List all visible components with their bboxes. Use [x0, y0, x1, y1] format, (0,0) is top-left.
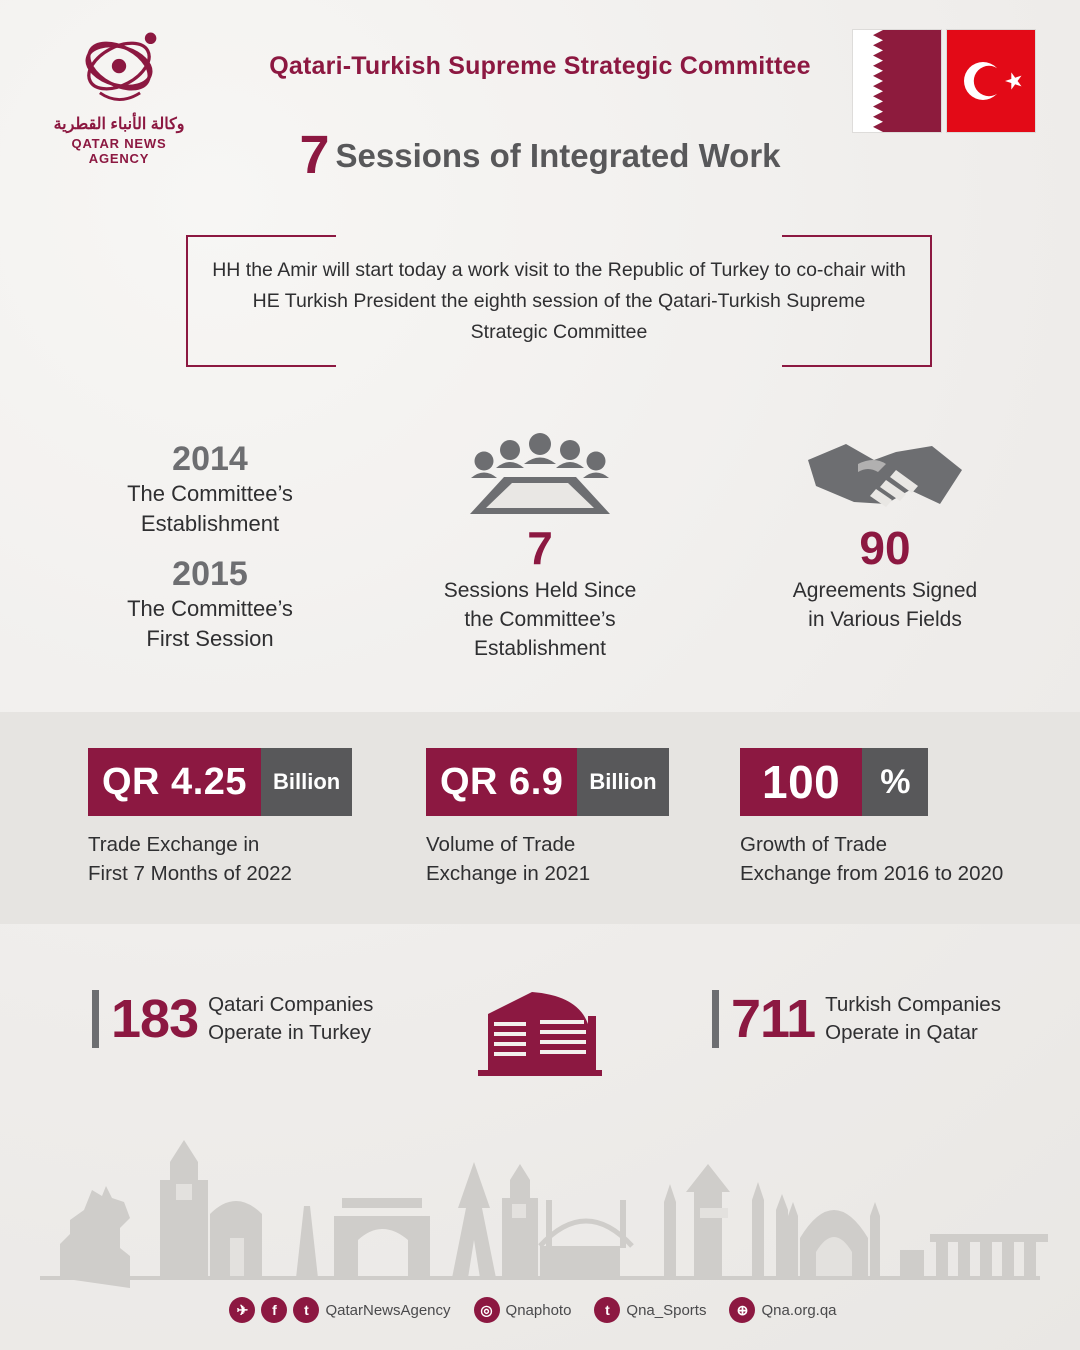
- page-title: Qatari-Turkish Supreme Strategic Committee: [269, 52, 811, 80]
- footer-item-qnaphoto[interactable]: [474, 1297, 572, 1323]
- facebook-icon[interactable]: f: [261, 1297, 287, 1323]
- trade-label-line2: Exchange in 2021: [426, 862, 591, 885]
- label-line1: Turkish Companies: [825, 993, 1001, 1016]
- agreements-label-line1: Agreements Signed: [792, 579, 978, 602]
- agreements-value: 90: [859, 522, 911, 574]
- trade-chip: [740, 748, 928, 816]
- year-label-line2: Establishment: [140, 511, 280, 536]
- meeting-table-icon: [390, 430, 690, 520]
- quote-box: [186, 235, 932, 367]
- label-line1: Qatari Companies: [208, 993, 374, 1016]
- footer-item-qna-sports[interactable]: [594, 1297, 706, 1323]
- footer-item-qatarnewsagency[interactable]: [229, 1297, 450, 1323]
- trade-chip: [88, 748, 352, 816]
- trade-unit: Billion: [261, 748, 352, 816]
- footer-label: Qnaphoto: [505, 1301, 572, 1319]
- trade-chip: [426, 748, 669, 816]
- timeline-group: [60, 440, 360, 654]
- timeline-item-2014: [60, 440, 360, 539]
- trade-amount: QR 6.9: [426, 748, 577, 816]
- label-line2: Operate in Qatar: [825, 1021, 978, 1044]
- telegram-icon[interactable]: ✈: [229, 1297, 255, 1323]
- qna-logo-mark: [71, 22, 167, 112]
- turkish-companies-stat: [712, 988, 1001, 1050]
- flags-group: [853, 30, 1035, 132]
- turkey-flag-icon: [947, 30, 1035, 132]
- subtitle-number: 7: [299, 125, 330, 185]
- companies-section: [0, 960, 1080, 1100]
- handshake-icon: [730, 430, 1040, 520]
- trade-amount: QR 4.25: [88, 748, 261, 816]
- agreements-stat: [730, 430, 1040, 634]
- globe-icon[interactable]: ⊕: [729, 1297, 755, 1323]
- twitter-icon[interactable]: t: [594, 1297, 620, 1323]
- year-label-line2: First Session: [146, 626, 274, 651]
- qna-logo-arabic: وكالة الأنباء القطرية: [53, 116, 185, 133]
- spacer: [60, 539, 360, 555]
- qatari-companies-label: [208, 991, 373, 1047]
- stats-row: [0, 430, 1080, 690]
- page-subtitle: [230, 124, 850, 186]
- year-value: 2015: [172, 555, 248, 593]
- qatari-companies-stat: [92, 988, 373, 1050]
- trade-label-line2: First 7 Months of 2022: [88, 862, 292, 885]
- sessions-value: 7: [527, 522, 553, 574]
- qatar-flag-icon: [853, 30, 941, 132]
- trade-label-line1: Volume of Trade: [426, 833, 576, 856]
- year-label-line1: The Committee’s: [127, 481, 293, 506]
- trade-label-line2: Exchange from 2016 to 2020: [740, 862, 1004, 885]
- trade-unit: Billion: [577, 748, 668, 816]
- turkish-companies-label: [825, 991, 1001, 1047]
- subtitle-text: Sessions of Integrated Work: [335, 137, 781, 174]
- footer-label: Qna_Sports: [626, 1301, 707, 1319]
- trade-amount: 100: [740, 748, 862, 816]
- footer-item-website[interactable]: [729, 1297, 836, 1323]
- accent-bar: [92, 990, 99, 1048]
- year-label-line1: The Committee’s: [127, 596, 293, 621]
- trade-item-3: [740, 748, 1003, 888]
- accent-bar: [712, 990, 719, 1048]
- skyline-illustration: [0, 1088, 1080, 1288]
- sessions-label-line3: Establishment: [474, 637, 606, 660]
- sessions-label-line2: the Committee’s: [464, 608, 616, 631]
- trade-band: [0, 712, 1080, 924]
- footer-label: QatarNewsAgency: [325, 1301, 451, 1319]
- qatari-companies-value: 183: [111, 989, 199, 1049]
- trade-item-1: [88, 748, 352, 888]
- turkish-companies-value: 711: [731, 989, 816, 1049]
- timeline-item-2015: [60, 555, 360, 654]
- footer-social-bar: [0, 1290, 1080, 1330]
- footer-label: Qna.org.qa: [761, 1301, 837, 1319]
- trade-label-line1: Growth of Trade: [740, 833, 887, 856]
- sessions-stat: [390, 430, 690, 663]
- sessions-label-line1: Sessions Held Since: [443, 579, 637, 602]
- building-icon: [470, 970, 620, 1080]
- instagram-icon[interactable]: ◎: [474, 1297, 500, 1323]
- label-line2: Operate in Turkey: [208, 1021, 372, 1044]
- trade-item-2: [426, 748, 669, 888]
- year-value: 2014: [172, 440, 248, 478]
- trade-unit: %: [862, 748, 928, 816]
- qna-logo-english: QATAR NEWS AGENCY: [71, 136, 167, 166]
- agreements-label-line2: in Various Fields: [808, 608, 962, 631]
- twitter-icon[interactable]: t: [293, 1297, 319, 1323]
- quote-text: HH the Amir will start today a work visit to the Republic of Turkey to co-chair with HE Turkish President the eighth session of the Qatari-Turkish Supreme Strategic Committee: [212, 258, 906, 343]
- trade-label-line1: Trade Exchange in: [88, 833, 260, 856]
- qna-logo: [44, 22, 194, 166]
